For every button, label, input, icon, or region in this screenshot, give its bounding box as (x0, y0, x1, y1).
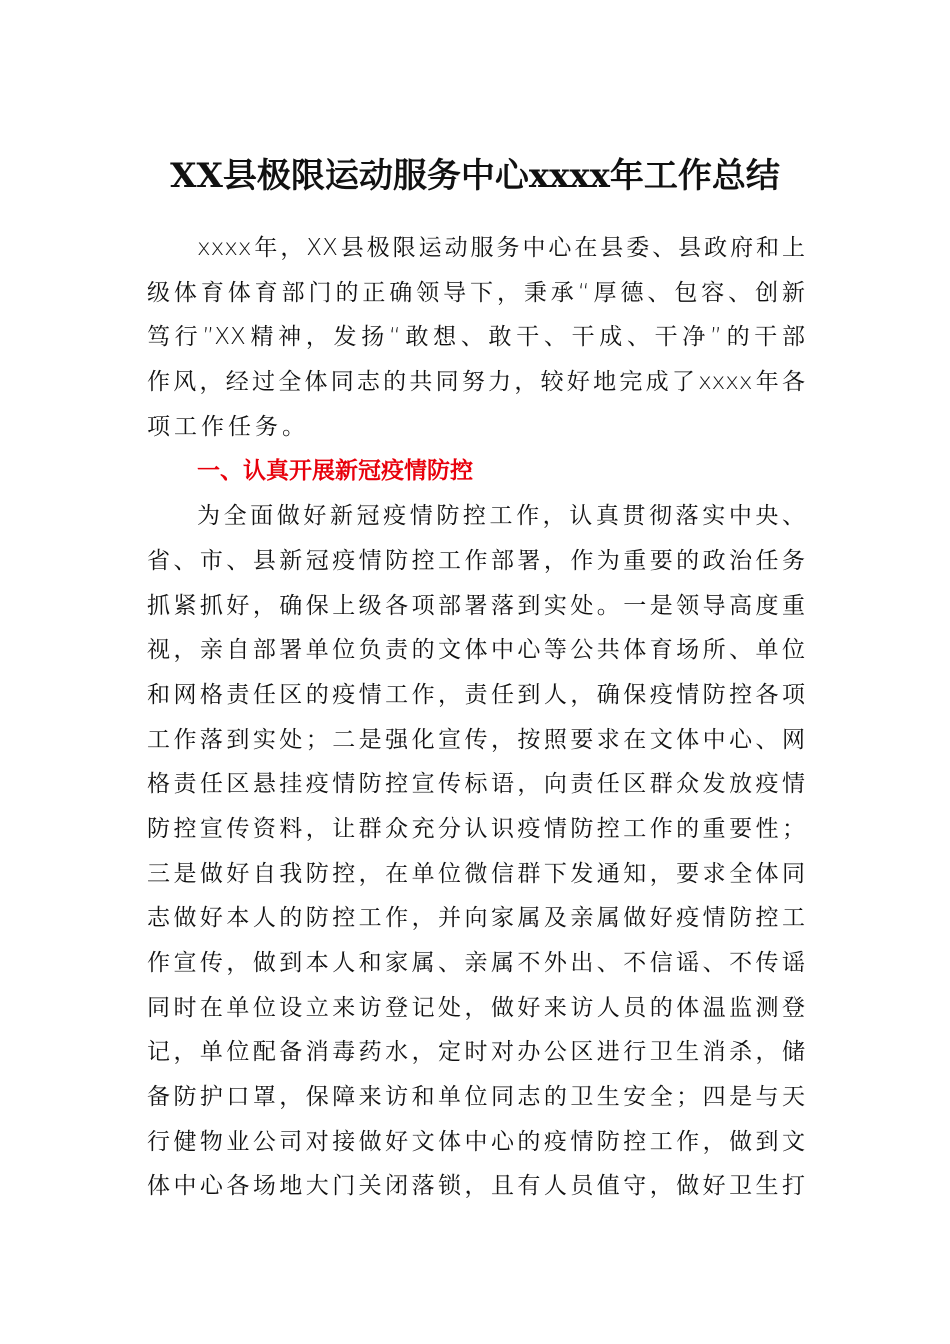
intro-paragraph (147, 226, 805, 449)
text-line: 笃行”XX精神，发扬“敢想、敢干、干成、干净”的干部 (147, 324, 805, 351)
text-line: 省、市、县新冠疫情防控工作部署，作为重要的政治任务 (147, 547, 805, 574)
text-line: 作风，经过全体同志的共同努力，较好地完成了xxxx年各 (147, 369, 805, 396)
text-line: 级体育体育部门的正确领导下，秉承“厚德、包容、创新 (147, 279, 805, 306)
text-line: 志做好本人的防控工作，并向家属及亲属做好疫情防控工 (147, 905, 805, 932)
text-line: 备防护口罩，保障来访和单位同志的卫生安全；四是与天 (147, 1084, 805, 1111)
text-line: 为全面做好新冠疫情防控工作，认真贯彻落实中央、 (197, 503, 805, 530)
text-line: 和网格责任区的疫情工作，责任到人，确保疫情防控各项 (147, 681, 805, 708)
text-line: 工作落到实处；二是强化宣传，按照要求在文体中心、网 (147, 726, 805, 753)
text-line: 记，单位配备消毒药水，定时对办公区进行卫生消杀，储 (147, 1039, 805, 1066)
text-line: 防控宣传资料，让群众充分认识疫情防控工作的重要性； (147, 815, 805, 842)
text-line: 抓紧抓好，确保上级各项部署落到实处。一是领导高度重 (147, 592, 805, 619)
text-line: 行健物业公司对接做好文体中心的疫情防控工作，做到文 (147, 1128, 805, 1155)
text-line: 三是做好自我防控，在单位微信群下发通知，要求全体同 (147, 860, 805, 887)
text-line: 项工作任务。 (147, 413, 309, 440)
text-line: 格责任区悬挂疫情防控宣传标语，向责任区群众发放疫情 (147, 771, 805, 798)
document-title: XX县极限运动服务中心xxxx年工作总结 (170, 156, 780, 196)
text-line: 视，亲自部署单位负责的文体中心等公共体育场所、单位 (147, 637, 805, 664)
section-paragraph (147, 494, 805, 1209)
text-line: 作宣传，做到本人和家属、亲属不外出、不信谣、不传谣 (147, 950, 805, 976)
text-line: 同时在单位设立来访登记处，做好来访人员的体温监测登 (147, 994, 805, 1021)
section-heading: 一、认真开展新冠疫情防控 (197, 458, 473, 485)
text-line: 体中心各场地大门关闭落锁，且有人员值守，做好卫生打 (147, 1173, 805, 1200)
document-body (147, 226, 805, 1209)
text-line: xxxx年，XX县极限运动服务中心在县委、县政府和上 (197, 235, 805, 261)
